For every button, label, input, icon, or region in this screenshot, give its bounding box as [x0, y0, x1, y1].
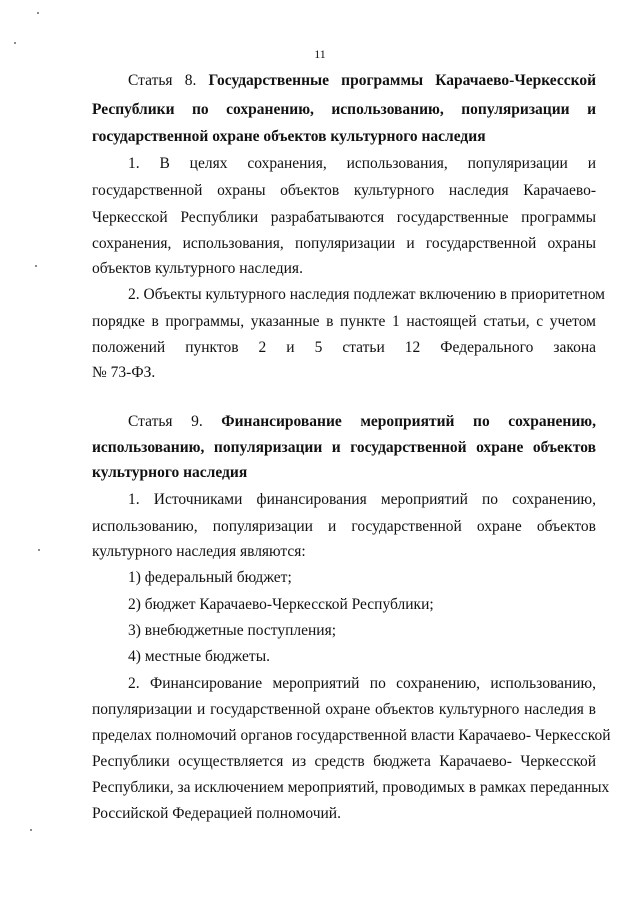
article8-heading-line-1	[128, 70, 596, 92]
article8-p1-line-2: государственной охраны объектов культурного наследия Карачаево-	[92, 182, 596, 199]
article9-heading-line-1	[128, 411, 596, 433]
article9-p2-line-6: Российской Федерацией полномочий.	[92, 805, 341, 822]
article8-p1-line-1: 1. В целях сохранения, использования, популяризации и	[128, 155, 596, 172]
article8-p1-line-5: объектов культурного наследия.	[92, 260, 303, 277]
article9-p2-line-5: Республики, за исключением мероприятий, проводимых в рамках переданных	[92, 779, 610, 796]
article9-p2-line-4: Республики осуществляется из средств бюджета Карачаево- Черкесской	[92, 753, 596, 770]
list-item: 1) федеральный бюджет;	[128, 569, 292, 586]
article8-heading-line-2: Республики по сохранению, использованию, популяризации и	[92, 101, 596, 118]
article9-heading-line-2: использованию, популяризации и государственной охране объектов	[92, 439, 596, 456]
article9-heading-line-3: культурного наследия	[92, 464, 248, 481]
article8-p1-line-3: Черкесской Республики разрабатываются государственные программы	[92, 209, 596, 226]
scan-speck	[38, 549, 40, 551]
article8-p2-line-4: № 73-ФЗ.	[92, 364, 156, 381]
article9-p2-line-2: популяризации и государственной охране объектов культурного наследия в	[92, 701, 596, 718]
article9-p1-line-1: 1. Источниками финансирования мероприятий по сохранению,	[128, 491, 596, 508]
article8-p2-line-3: положений пунктов 2 и 5 статьи 12 Федерального закона	[92, 339, 596, 356]
article8-p2-line-2: порядке в программы, указанные в пункте 1 настоящей статьи, с учетом	[92, 313, 596, 330]
article8-label: Статья 8.	[128, 72, 197, 89]
article8-heading-line-3: государственной охране объектов культурного наследия	[92, 128, 486, 145]
article8-p1-line-4: сохранения, использования, популяризации и государственной охраны	[92, 235, 596, 252]
scan-speck	[14, 42, 16, 44]
article9-p2-line-1: 2. Финансирование мероприятий по сохранению, использованию,	[128, 675, 596, 692]
scan-speck	[37, 12, 39, 14]
article9-p1-line-2: использованию, популяризации и государственной охране объектов	[92, 518, 596, 535]
list-item: 4) местные бюджеты.	[128, 648, 270, 665]
scan-speck	[35, 265, 37, 267]
article8-title-part-1: Государственные программы Карачаево-Черкесской	[208, 72, 596, 89]
article9-p2-line-3: пределах полномочий органов государственной власти Карачаево- Черкесской	[92, 727, 611, 744]
scan-speck	[30, 829, 32, 831]
list-item: 3) внебюджетные поступления;	[128, 622, 337, 639]
article9-title-part-1: Финансирование мероприятий по сохранению,	[221, 413, 596, 430]
page-number: 11	[314, 47, 326, 61]
article8-p2-line-1: 2. Объекты культурного наследия подлежат включению в приоритетном	[128, 286, 605, 303]
list-item: 2) бюджет Карачаево-Черкесской Республики;	[128, 596, 434, 613]
article9-p1-line-3: культурного наследия являются:	[92, 543, 306, 560]
article9-label: Статья 9.	[128, 413, 203, 430]
